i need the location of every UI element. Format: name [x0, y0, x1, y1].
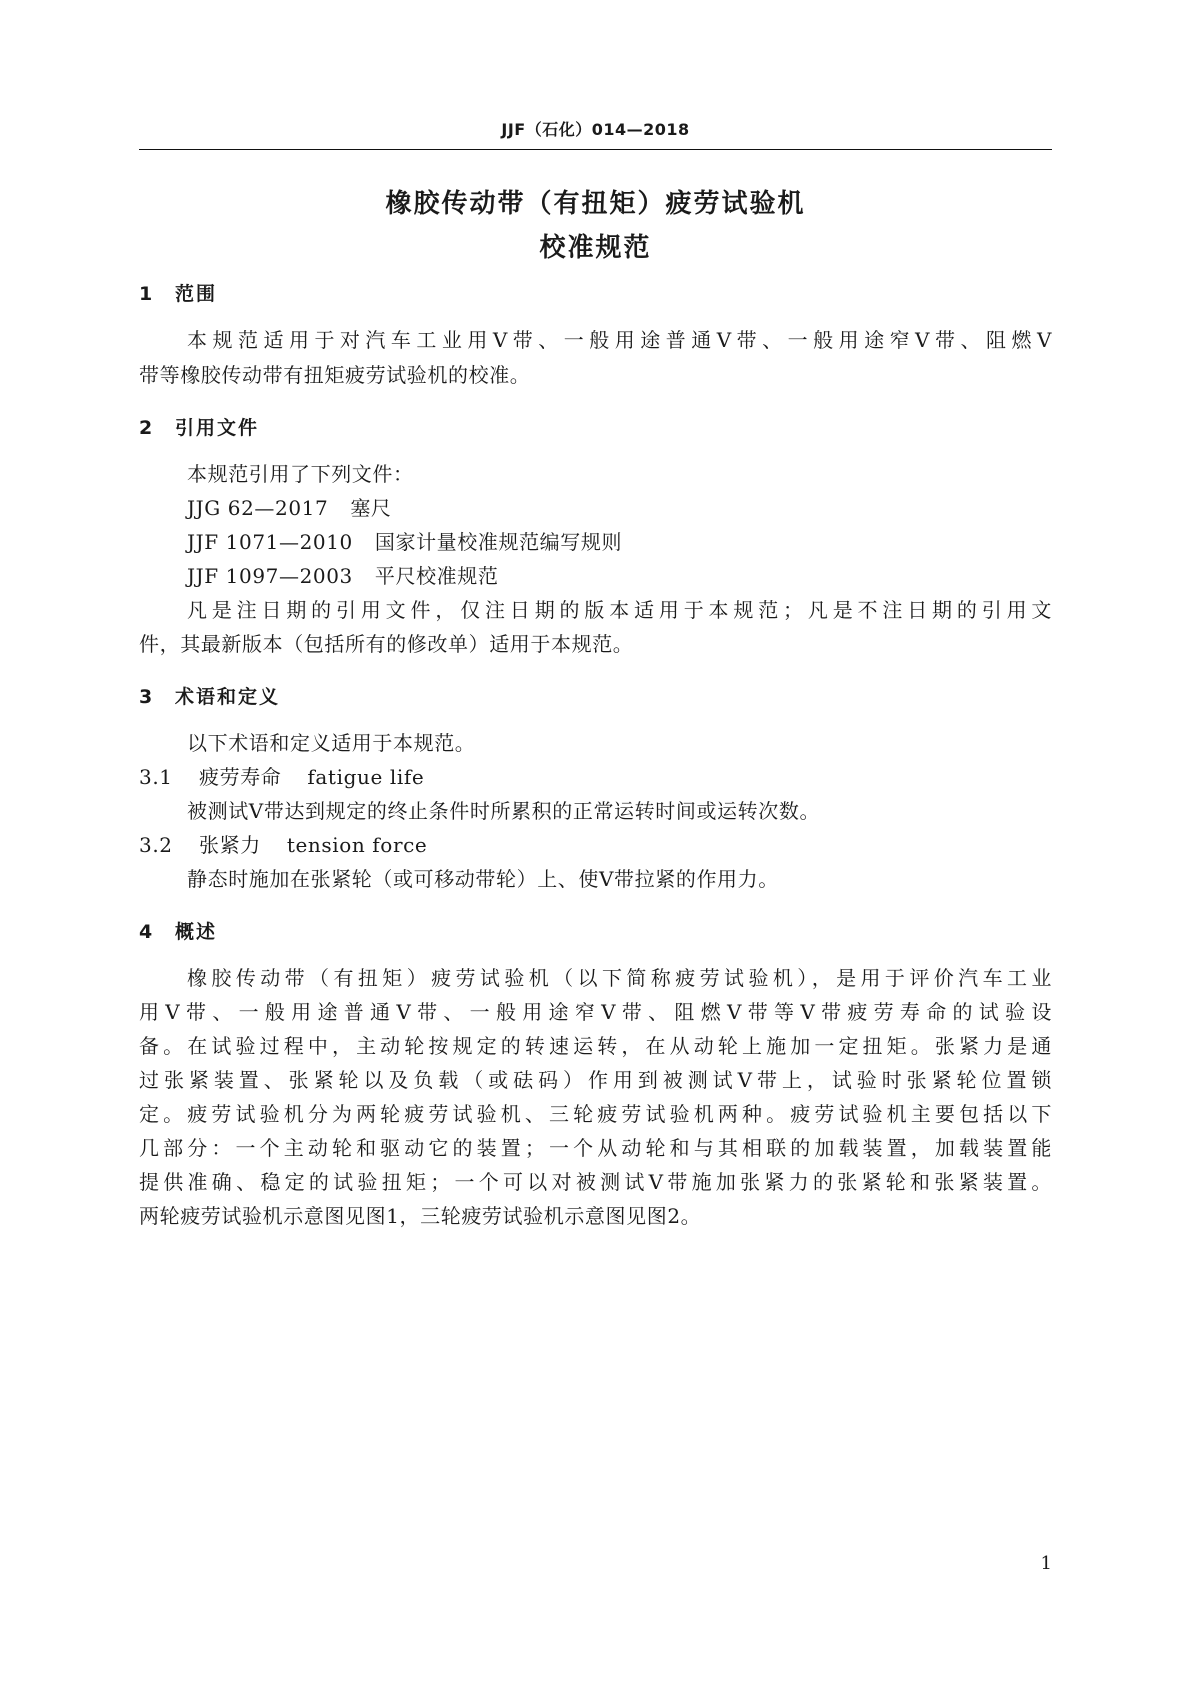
section-title: 概述 — [175, 921, 218, 943]
term-number: 3.2 — [139, 833, 173, 857]
section-3-heading — [139, 682, 280, 709]
section-4-heading — [139, 917, 217, 944]
paragraph-line: 两轮疲劳试验机示意图见图1，三轮疲劳试验机示意图见图2。 — [139, 1204, 702, 1228]
reference-title: 国家计量校准规范编写规则 — [374, 530, 623, 554]
paragraph-line: 定。疲劳试验机分为两轮疲劳试验机、三轮疲劳试验机两种。疲劳试验机主要包括以下 — [139, 1102, 1052, 1126]
paragraph-line: 带等橡胶传动带有扭矩疲劳试验机的校准。 — [139, 363, 531, 387]
paragraph-line: 橡胶传动带（有扭矩）疲劳试验机（以下简称疲劳试验机），是用于评价汽车工业 — [187, 966, 1052, 990]
paragraph-line: 本规范适用于对汽车工业用V带、一般用途普通V带、一般用途窄V带、阻燃V — [187, 328, 1052, 352]
term-number: 3.1 — [139, 765, 173, 789]
paragraph-line: 以下术语和定义适用于本规范。 — [187, 731, 476, 755]
term-chinese: 张紧力 — [199, 833, 261, 857]
reference-item — [187, 529, 1052, 555]
term-definition: 被测试V带达到规定的终止条件时所累积的正常运转时间或运转次数。 — [187, 799, 821, 823]
term-entry — [139, 764, 424, 790]
paragraph-line: 本规范引用了下列文件： — [187, 462, 414, 486]
term-english: tension force — [286, 833, 428, 857]
running-header: JJF（石化）014—2018 — [501, 120, 690, 139]
term-english: fatigue life — [307, 765, 425, 789]
section-number: 4 — [139, 921, 153, 943]
section-1-heading — [139, 279, 217, 306]
paragraph-line: 用V带、一般用途普通V带、一般用途窄V带、阻燃V带等V带疲劳寿命的试验设 — [139, 1000, 1052, 1024]
page-number: 1 — [1040, 1553, 1052, 1574]
header-rule — [139, 149, 1052, 150]
reference-item — [187, 495, 1052, 521]
section-title: 引用文件 — [175, 417, 260, 439]
document-title: 橡胶传动带（有扭矩）疲劳试验机 — [385, 189, 806, 219]
section-number: 2 — [139, 417, 153, 439]
document-subtitle: 校准规范 — [539, 233, 652, 263]
reference-item — [187, 563, 1052, 589]
section-number: 1 — [139, 283, 153, 305]
term-entry — [139, 832, 427, 858]
term-chinese: 疲劳寿命 — [199, 765, 282, 789]
term-definition: 静态时施加在张紧轮（或可移动带轮）上、使V带拉紧的作用力。 — [187, 867, 779, 891]
reference-code: JJF 1097—2003 — [187, 564, 353, 588]
reference-title: 平尺校准规范 — [374, 564, 499, 588]
paragraph-line: 备。在试验过程中，主动轮按规定的转速运转，在从动轮上施加一定扭矩。张紧力是通 — [139, 1034, 1052, 1058]
paragraph-line: 过张紧装置、张紧轮以及负载（或砝码）作用到被测试V带上，试验时张紧轮位置锁 — [139, 1068, 1052, 1092]
paragraph-line: 凡是注日期的引用文件，仅注日期的版本适用于本规范；凡是不注日期的引用文 — [187, 598, 1052, 622]
section-number: 3 — [139, 686, 153, 708]
paragraph-line: 件，其最新版本（包括所有的修改单）适用于本规范。 — [139, 632, 634, 656]
reference-title: 塞尺 — [350, 496, 392, 520]
reference-code: JJF 1071—2010 — [187, 530, 353, 554]
section-2-heading — [139, 413, 259, 440]
paragraph-line: 提供准确、稳定的试验扭矩；一个可以对被测试V带施加张紧力的张紧轮和张紧装置。 — [139, 1170, 1052, 1194]
reference-code: JJG 62—2017 — [187, 496, 329, 520]
paragraph-line: 几部分：一个主动轮和驱动它的装置；一个从动轮和与其相联的加载装置，加载装置能 — [139, 1136, 1052, 1160]
section-title: 术语和定义 — [175, 686, 281, 708]
section-title: 范围 — [175, 283, 218, 305]
